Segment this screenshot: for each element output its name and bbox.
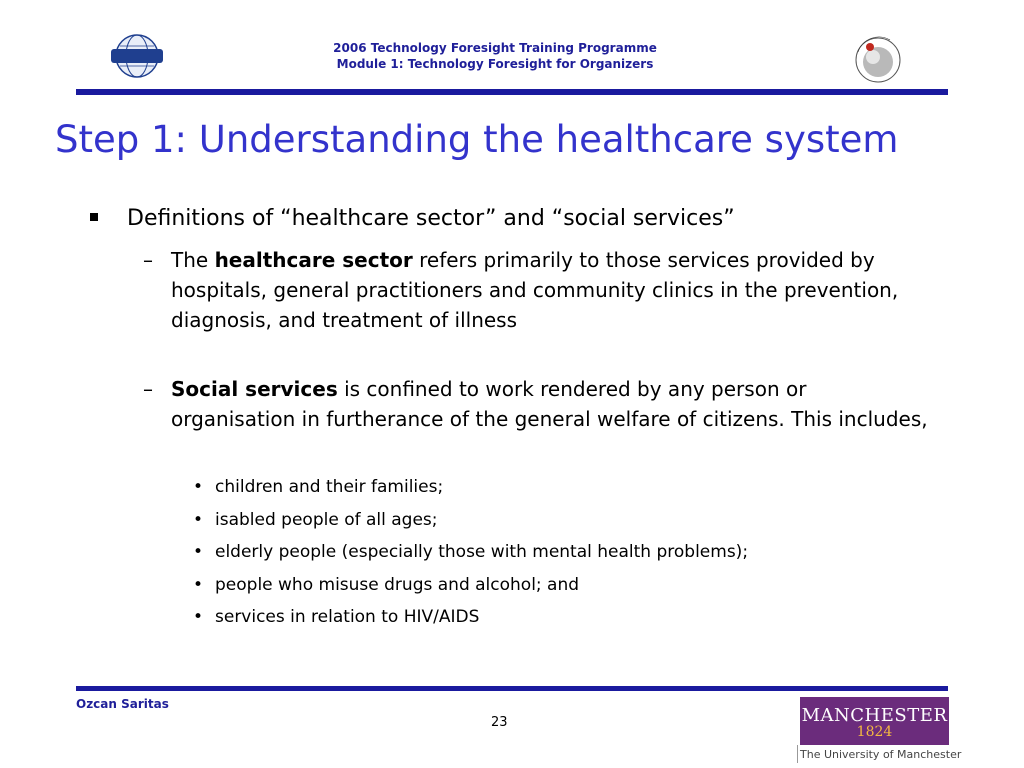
dot-bullet-icon: • [193,510,204,530]
dot-bullet-icon: • [193,477,204,497]
footer-divider [76,686,948,691]
header-module: Module 1: Technology Foresight for Organizers [336,57,654,71]
manchester-wordmark: MANCHESTER [801,705,948,726]
term-social-services: Social services [171,377,338,401]
dot-bullet-icon: • [193,542,204,562]
unido-logo [108,32,166,80]
technology-foresight-logo [848,32,908,86]
manchester-subtitle: The University of Manchester [800,748,962,761]
dash-bullet-icon: – [143,248,153,272]
university-of-manchester-logo [800,697,962,765]
header-programme: 2006 Technology Foresight Training Programme [333,41,657,55]
slide-title: Step 1: Understanding the healthcare system [55,118,899,161]
page-number: 23 [491,715,508,730]
author-name: Ozcan Saritas [76,697,169,711]
dot-bullet-icon: • [193,575,204,595]
dot-bullet-icon: • [193,607,204,627]
manchester-year: 1824 [856,724,893,740]
header-divider [76,89,948,95]
square-bullet-icon [90,213,98,221]
term-healthcare-sector: healthcare sector [214,248,413,272]
bullet-text: Definitions of “healthcare sector” and “social services” [127,206,735,231]
dash-bullet-icon: – [143,377,153,401]
